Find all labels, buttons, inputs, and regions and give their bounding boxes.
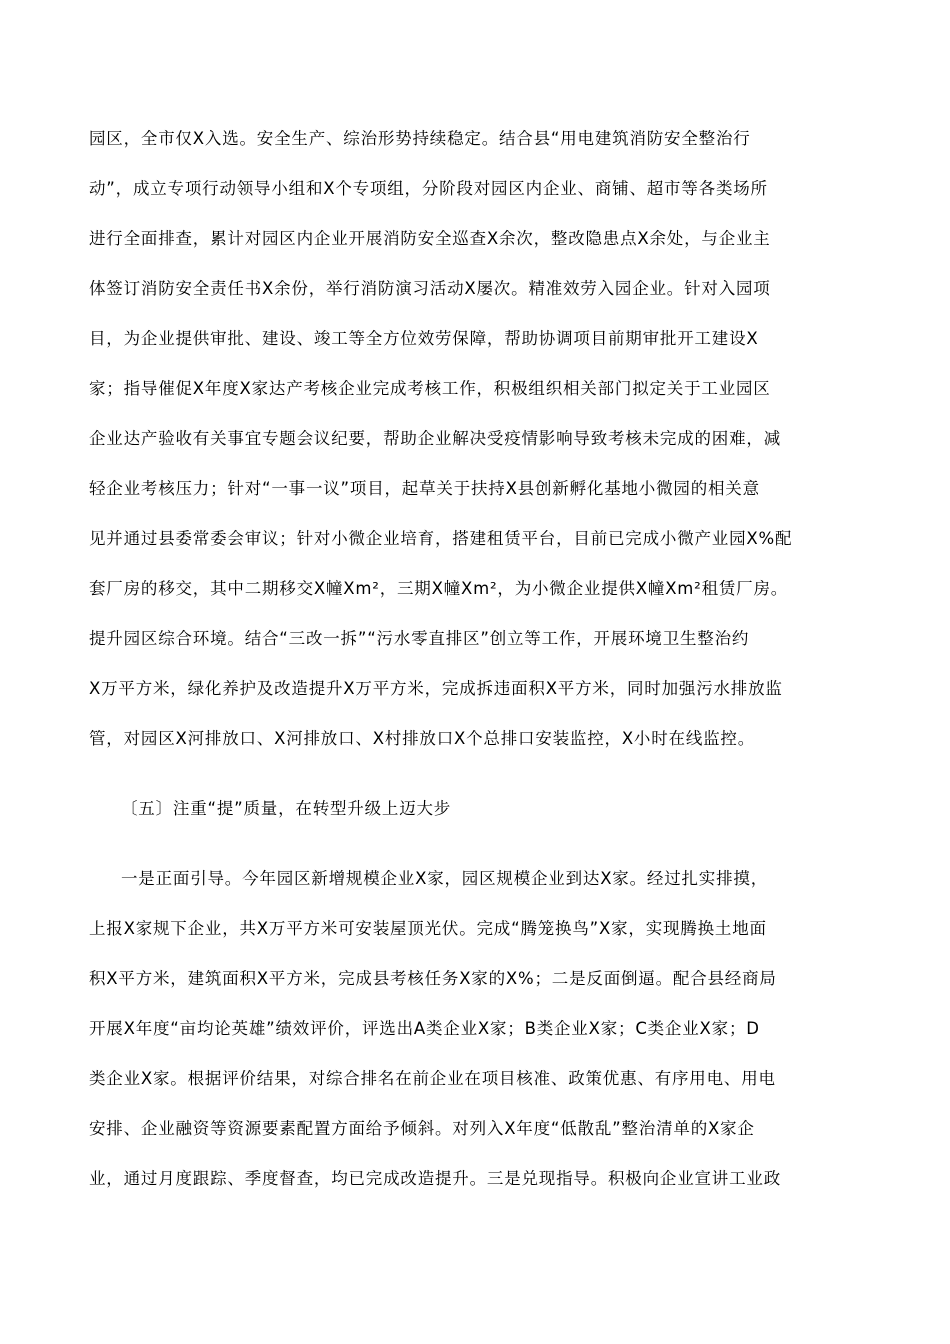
paragraph-line: 体签订消防安全责任书X余份，举行消防演习活动X屡次。精准效劳入园企业。针对入园项 xyxy=(89,279,771,298)
paragraph-line: 安排、企业融资等资源要素配置方面给予倾斜。对列入X年度“低散乱”整治清单的X家企 xyxy=(89,1119,755,1138)
paragraph-line: 家；指导催促X年度X家达产考核企业完成考核工作，积极组织相关部门拟定关于工业园区 xyxy=(89,379,771,398)
paragraph-line: 提升园区综合环境。结合“三改一拆”“污水零直排区”创立等工作，开展环境卫生整治约 xyxy=(89,629,750,648)
paragraph-line: 进行全面排查，累计对园区内企业开展消防安全巡查X余次，整改隐患点X余处，与企业主 xyxy=(89,229,771,248)
paragraph-line: 动”，成立专项行动领导小组和X个专项组，分阶段对园区内企业、商铺、超市等各类场所 xyxy=(89,179,768,198)
paragraph-line: 一是正面引导。今年园区新增规模企业X家，园区规模企业到达X家。经过扎实排摸， xyxy=(121,869,769,888)
paragraph-line: 目，为企业提供审批、建设、竣工等全方位效劳保障，帮助协调项目前期审批开工建设X xyxy=(89,329,759,348)
paragraph-line: 企业达产验收有关事宜专题会议纪要，帮助企业解决受疫情影响导致考核未完成的困难，减 xyxy=(89,429,781,448)
paragraph-line: 类企业X家。根据评价结果，对综合排名在前企业在项目核准、政策优惠、有序用电、用电 xyxy=(89,1069,776,1088)
paragraph-line: X万平方米，绿化养护及改造提升X万平方米，完成拆违面积X平方米，同时加强污水排放监 xyxy=(89,679,783,698)
paragraph-line: 上报X家规下企业，共X万平方米可安装屋顶光伏。完成“腾笼换鸟”X家，实现腾换土地面 xyxy=(89,919,767,938)
paragraph-line: 轻企业考核压力；针对“一事一议”项目，起草关于扶持X县创新孵化基地小微园的相关意 xyxy=(89,479,760,498)
section-heading: 〔五〕注重“提”质量，在转型升级上迈大步 xyxy=(121,799,452,818)
paragraph-line: 园区，全市仅X入选。安全生产、综治形势持续稳定。结合县“用电建筑消防安全整治行 xyxy=(89,129,751,148)
paragraph-line: 管，对园区X河排放口、X河排放口、X村排放口X个总排口安装监控，X小时在线监控。 xyxy=(89,729,756,748)
paragraph-line: 开展X年度“亩均论英雄”绩效评价，评选出A类企业X家；B类企业X家；C类企业X家；D xyxy=(89,1019,760,1038)
paragraph-line: 积X平方米，建筑面积X平方米，完成县考核任务X家的X%；二是反面倒逼。配合县经商局 xyxy=(89,969,777,988)
paragraph-line: 套厂房的移交，其中二期移交X幢Xm²，三期X幢Xm²，为小微企业提供X幢Xm²租赁厂房。 xyxy=(89,579,789,598)
paragraph-line: 见并通过县委常委会审议；针对小微企业培育，搭建租赁平台，目前已完成小微产业园X%配 xyxy=(89,529,793,548)
paragraph-line: 业，通过月度跟踪、季度督查，均已完成改造提升。三是兑现指导。积极向企业宣讲工业政 xyxy=(89,1169,781,1188)
